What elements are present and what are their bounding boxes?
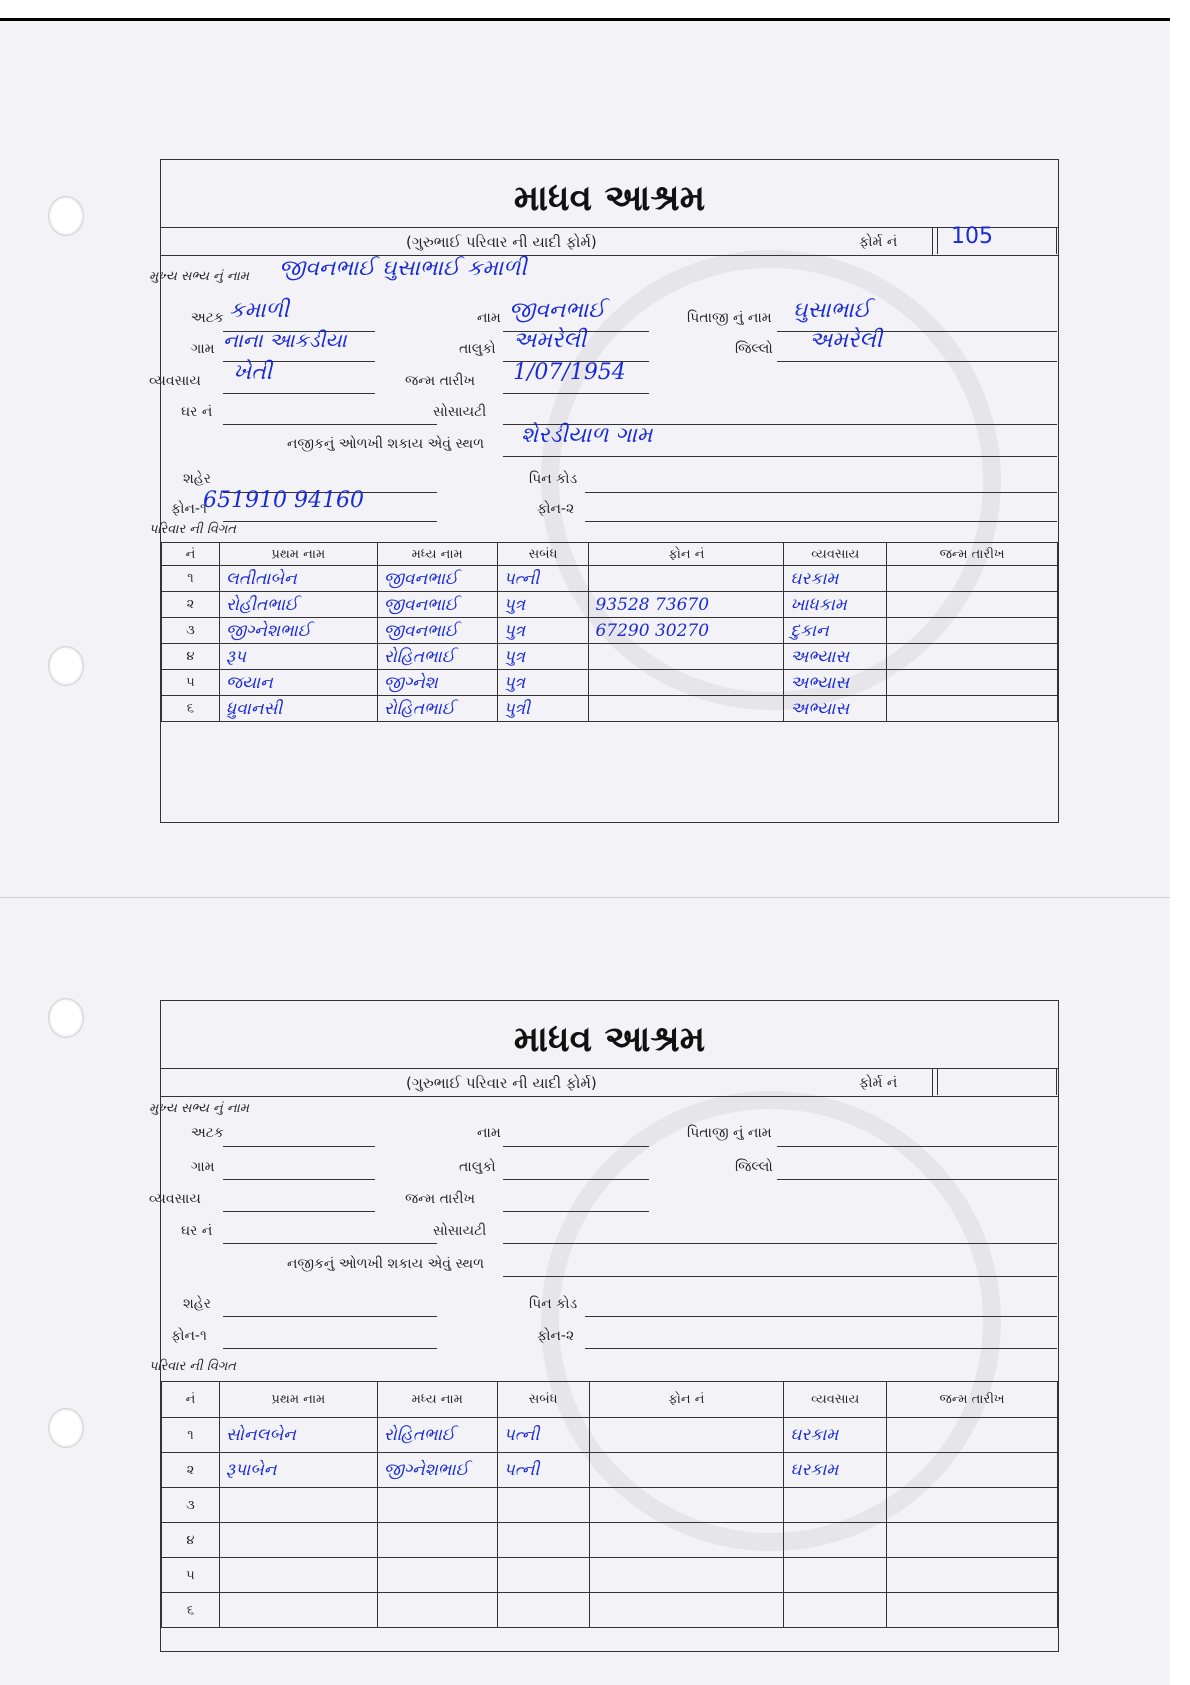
col-header-relation: સબંધ — [497, 1382, 589, 1418]
occupation-label: વ્યવસાય — [149, 1191, 201, 1207]
cell-phone[interactable] — [589, 1453, 784, 1488]
father-name-value[interactable]: ઘુસાભાઈ — [793, 298, 871, 323]
district-value[interactable]: અમરેલી — [809, 328, 883, 353]
surname-value[interactable]: કમાળી — [229, 298, 289, 323]
cell-dob[interactable] — [887, 1558, 1058, 1593]
punch-hole — [48, 1408, 84, 1448]
landmark-label: નજીકનું ઓળખી શકાય એવું સ્થળ — [287, 1256, 485, 1272]
occupation-label: વ્યવસાય — [149, 373, 201, 389]
cell-relation[interactable]: પત્ની — [497, 1418, 589, 1453]
family-form-1 — [149, 159, 1059, 823]
cell-middle-name[interactable]: જીવનભાઈ — [377, 618, 497, 644]
landmark-label: નજીકનું ઓળખી શકાય એવું સ્થળ — [287, 436, 485, 452]
cell-relation[interactable] — [497, 1593, 589, 1628]
table-row — [162, 566, 1058, 592]
form-subtitle: (ગુરુભાઈ પરિવાર ની યાદી ફોર્મ) — [406, 233, 597, 251]
cell-no: ૫ — [162, 670, 220, 696]
cell-no: ૬ — [162, 1593, 220, 1628]
cell-first-name[interactable] — [219, 1593, 377, 1628]
cell-dob[interactable] — [887, 696, 1058, 722]
surname-label: અટક — [191, 1125, 224, 1141]
occupation-value[interactable]: ખેતી — [233, 360, 272, 385]
surname-label: અટક — [191, 310, 224, 326]
cell-no: ૨ — [162, 592, 220, 618]
head-name-value[interactable]: જીવનભાઈ ઘુસાભાઈ કમાળી — [279, 256, 527, 281]
table-row — [162, 1488, 1058, 1523]
table-row — [162, 670, 1058, 696]
cell-phone[interactable] — [589, 566, 784, 592]
cell-no: ૧ — [162, 566, 220, 592]
cell-dob[interactable] — [887, 618, 1058, 644]
dob-label: જન્મ તારીખ — [405, 373, 476, 389]
cell-occupation[interactable] — [784, 1558, 887, 1593]
cell-dob[interactable] — [887, 1453, 1058, 1488]
cell-phone[interactable] — [589, 670, 784, 696]
cell-no: ૪ — [162, 1523, 220, 1558]
cell-phone[interactable] — [589, 1488, 784, 1523]
phone1-label: ફોન-૧ — [171, 1328, 207, 1344]
phone2-label: ફોન-૨ — [537, 501, 575, 517]
cell-middle-name[interactable]: જીગ્નેશભાઈ — [377, 1453, 497, 1488]
col-header-middle-name: મધ્ય નામ — [377, 543, 497, 566]
head-name-label: મુખ્ય સભ્ય નું નામ — [149, 1101, 249, 1116]
cell-phone[interactable]: 67290 30270 — [589, 618, 784, 644]
cell-first-name[interactable]: જીગ્નેશભાઈ — [219, 618, 377, 644]
cell-middle-name[interactable]: જીવનભાઈ — [377, 566, 497, 592]
col-header-phone: ફોન નં — [589, 543, 784, 566]
cell-no: ૬ — [162, 696, 220, 722]
cell-dob[interactable] — [887, 1488, 1058, 1523]
cell-first-name[interactable]: રોહીતભાઈ — [219, 592, 377, 618]
col-header-first-name: પ્રથમ નામ — [219, 543, 377, 566]
city-label: શહેર — [183, 1296, 211, 1312]
cell-relation[interactable] — [497, 1558, 589, 1593]
table-row — [162, 1523, 1058, 1558]
village-label: ગામ — [191, 1159, 215, 1175]
cell-dob[interactable] — [887, 566, 1058, 592]
cell-middle-name[interactable]: રોહિતભાઈ — [377, 1418, 497, 1453]
cell-middle-name[interactable] — [377, 1488, 497, 1523]
col-header-no: નં — [162, 543, 220, 566]
family-form-2 — [149, 1000, 1059, 1652]
family-table — [161, 542, 1058, 722]
district-label: જિલ્લો — [735, 341, 773, 357]
cell-middle-name[interactable]: રોહિતભાઈ — [377, 644, 497, 670]
form-subtitle: (ગુરુભાઈ પરિવાર ની યાદી ફોર્મ) — [406, 1074, 597, 1092]
cell-phone[interactable] — [589, 644, 784, 670]
father-name-label: પિતાજી નું નામ — [687, 310, 772, 326]
taluka-value[interactable]: અમરેલી — [513, 328, 587, 353]
cell-occupation[interactable]: અભ્યાસ — [784, 644, 887, 670]
cell-phone[interactable] — [589, 1523, 784, 1558]
form-title: માધવ આશ્રમ — [513, 1019, 706, 1060]
phone1-label: ફોન-૧ — [171, 501, 207, 517]
cell-relation[interactable]: પુત્રી — [497, 696, 589, 722]
cell-dob[interactable] — [887, 592, 1058, 618]
cell-occupation[interactable]: દુકાન — [784, 618, 887, 644]
cell-relation[interactable]: પુત્ર — [497, 592, 589, 618]
col-header-phone: ફોન નં — [589, 1382, 784, 1418]
cell-phone[interactable]: 93528 73670 — [589, 592, 784, 618]
landmark-value[interactable]: શેરડીયાળ ગામ — [521, 423, 653, 448]
col-header-no: નં — [162, 1382, 220, 1418]
taluka-label: તાલુકો — [459, 341, 496, 357]
cell-phone[interactable] — [589, 1558, 784, 1593]
col-header-dob: જન્મ તારીખ — [887, 1382, 1058, 1418]
cell-no: ૩ — [162, 618, 220, 644]
cell-middle-name[interactable]: જીવનભાઈ — [377, 592, 497, 618]
cell-relation[interactable]: પુત્ર — [497, 670, 589, 696]
name-value[interactable]: જીવનભાઈ — [509, 298, 606, 323]
family-details-label: પરિવાર ની વિગત — [149, 522, 236, 537]
table-row — [162, 592, 1058, 618]
cell-first-name[interactable]: લતીતાબેન — [219, 566, 377, 592]
name-label: નામ — [477, 310, 501, 326]
society-label: સોસાયટી — [433, 1223, 487, 1239]
society-label: સોસાયટી — [433, 404, 487, 420]
cell-dob[interactable] — [887, 644, 1058, 670]
cell-occupation[interactable]: ઘરકામ — [784, 1418, 887, 1453]
cell-no: ૫ — [162, 1558, 220, 1593]
city-label: શહેર — [183, 471, 211, 487]
cell-occupation[interactable] — [784, 1488, 887, 1523]
cell-phone[interactable] — [589, 1418, 784, 1453]
village-label: ગામ — [191, 341, 215, 357]
cell-relation[interactable]: પુત્ર — [497, 644, 589, 670]
cell-first-name[interactable] — [219, 1488, 377, 1523]
cell-first-name[interactable]: સોનલબેન — [219, 1418, 377, 1453]
cell-first-name[interactable]: ધ્રુવાનસી — [219, 696, 377, 722]
table-row — [162, 1558, 1058, 1593]
form-number-label: ફોર્મ નં — [859, 1075, 898, 1091]
form-title: માધવ આશ્રમ — [513, 178, 706, 219]
punch-hole — [48, 998, 84, 1038]
cell-occupation[interactable]: અભ્યાસ — [784, 670, 887, 696]
col-header-occupation: વ્યવસાય — [784, 543, 887, 566]
cell-middle-name[interactable] — [377, 1593, 497, 1628]
col-header-relation: સબંધ — [497, 543, 589, 566]
col-header-occupation: વ્યવસાય — [784, 1382, 887, 1418]
cell-relation[interactable] — [497, 1523, 589, 1558]
house-no-label: ઘર નં — [181, 1223, 213, 1239]
cell-no: ૩ — [162, 1488, 220, 1523]
table-row — [162, 1418, 1058, 1453]
cell-occupation[interactable]: ઘરકામ — [784, 1453, 887, 1488]
pin-label: પિન કોડ — [529, 471, 578, 487]
cell-occupation[interactable] — [784, 1523, 887, 1558]
cell-relation[interactable] — [497, 1488, 589, 1523]
cell-relation[interactable]: પત્ની — [497, 566, 589, 592]
cell-first-name[interactable]: જયાન — [219, 670, 377, 696]
pin-label: પિન કોડ — [529, 1296, 578, 1312]
cell-first-name[interactable]: રૂપાબેન — [219, 1453, 377, 1488]
col-header-dob: જન્મ તારીખ — [887, 543, 1058, 566]
punch-hole — [48, 646, 84, 686]
dob-value[interactable]: 1/07/1954 — [513, 360, 626, 385]
phone1-value[interactable]: 651910 94160 — [203, 488, 364, 513]
cell-occupation[interactable]: અભ્યાસ — [784, 696, 887, 722]
house-no-label: ઘર નં — [181, 404, 213, 420]
cell-dob[interactable] — [887, 670, 1058, 696]
father-name-label: પિતાજી નું નામ — [687, 1125, 772, 1141]
cell-relation[interactable]: પત્ની — [497, 1453, 589, 1488]
cell-middle-name[interactable]: રોહિતભાઈ — [377, 696, 497, 722]
cell-middle-name[interactable] — [377, 1558, 497, 1593]
table-header-row — [162, 1382, 1058, 1418]
form-number-value: 105 — [951, 224, 993, 249]
col-header-first-name: પ્રથમ નામ — [219, 1382, 377, 1418]
family-table — [161, 1381, 1058, 1628]
cell-occupation[interactable]: ઘરકામ — [784, 566, 887, 592]
cell-occupation[interactable]: ખાધકામ — [784, 592, 887, 618]
col-header-middle-name: મધ્ય નામ — [377, 1382, 497, 1418]
cell-no: ૧ — [162, 1418, 220, 1453]
table-header-row — [162, 543, 1058, 566]
form-number-label: ફોર્મ નં — [859, 234, 898, 250]
table-row — [162, 618, 1058, 644]
family-details-label: પરિવાર ની વિગત — [149, 1359, 236, 1374]
cell-first-name[interactable] — [219, 1558, 377, 1593]
cell-phone[interactable] — [589, 696, 784, 722]
table-row — [162, 696, 1058, 722]
cell-occupation[interactable] — [784, 1593, 887, 1628]
phone2-label: ફોન-૨ — [537, 1328, 575, 1344]
cell-middle-name[interactable] — [377, 1523, 497, 1558]
dob-label: જન્મ તારીખ — [405, 1191, 476, 1207]
table-row — [162, 644, 1058, 670]
punch-hole — [48, 196, 84, 236]
name-label: નામ — [477, 1125, 501, 1141]
head-name-label: મુખ્ય સભ્ય નું નામ — [149, 269, 249, 284]
cell-relation[interactable]: પુત્ર — [497, 618, 589, 644]
taluka-label: તાલુકો — [459, 1159, 496, 1175]
cell-middle-name[interactable]: જીગ્નેશ — [377, 670, 497, 696]
cell-no: ૨ — [162, 1453, 220, 1488]
district-label: જિલ્લો — [735, 1159, 773, 1175]
table-row — [162, 1593, 1058, 1628]
cell-dob[interactable] — [887, 1593, 1058, 1628]
cell-dob[interactable] — [887, 1418, 1058, 1453]
cell-phone[interactable] — [589, 1593, 784, 1628]
cell-no: ૪ — [162, 644, 220, 670]
table-row — [162, 1453, 1058, 1488]
cell-first-name[interactable] — [219, 1523, 377, 1558]
cell-dob[interactable] — [887, 1523, 1058, 1558]
form-number-box[interactable] — [937, 1069, 1057, 1095]
cell-first-name[interactable]: રૂપ — [219, 644, 377, 670]
village-value[interactable]: નાના આકડીયા — [223, 328, 347, 352]
